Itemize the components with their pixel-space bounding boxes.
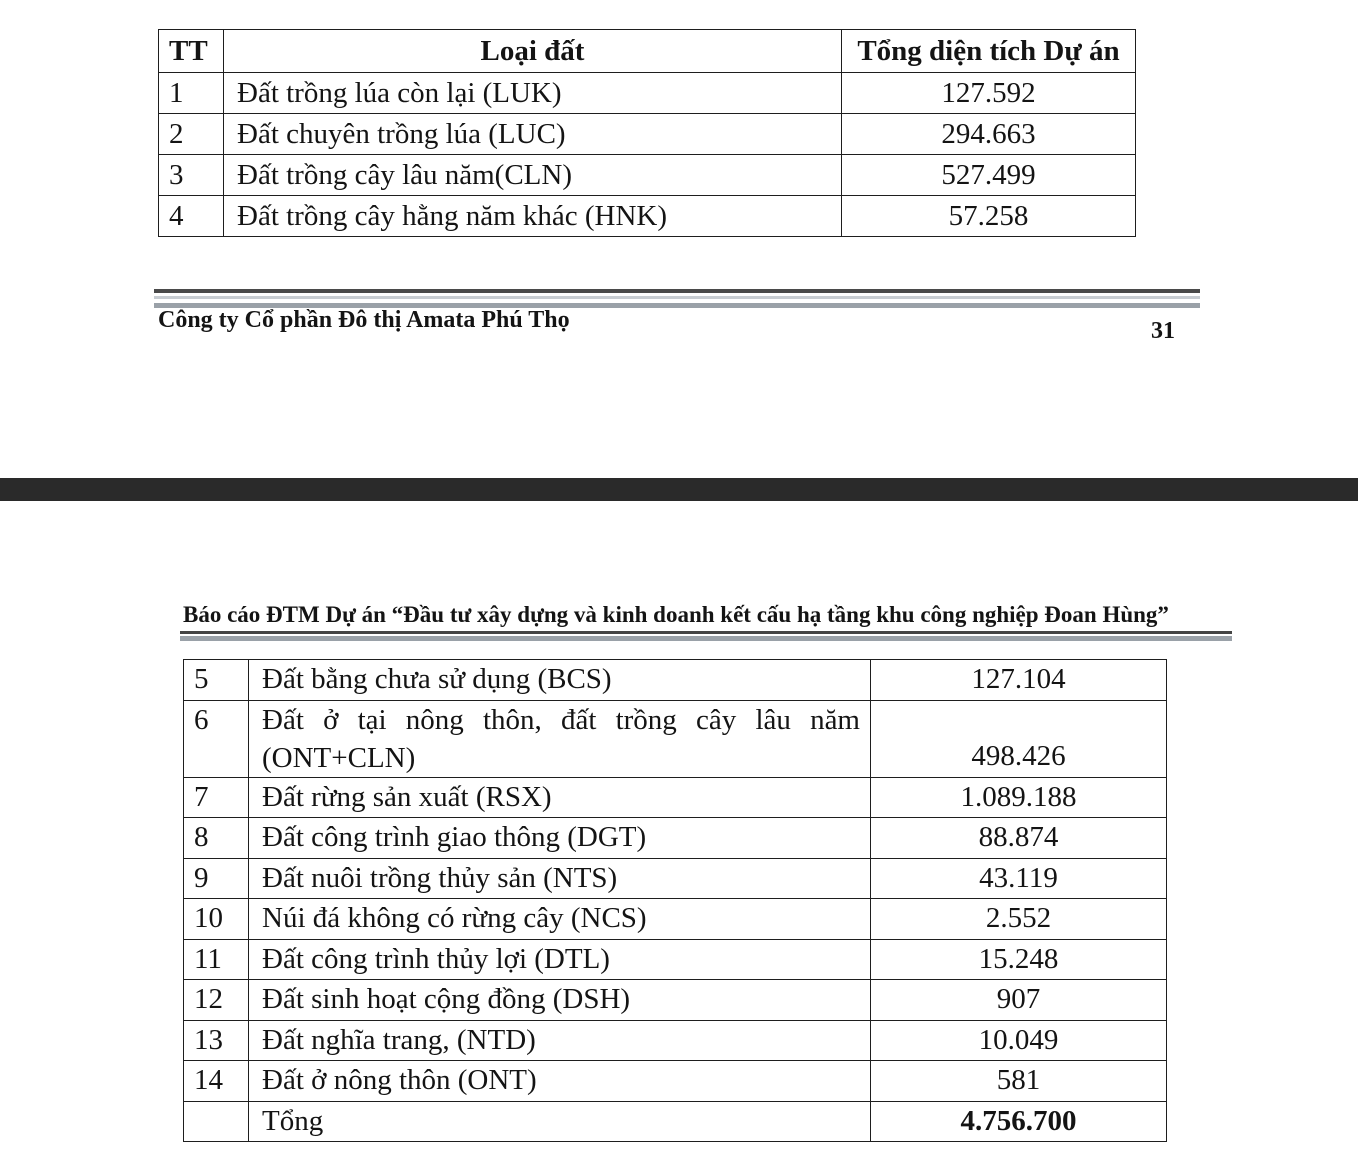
row-tt: 1 [159,73,224,114]
table-row [159,114,1136,155]
row-area: 527.499 [842,155,1136,196]
header-total-area: Tổng diện tích Dự án [842,30,1136,73]
table-row [159,196,1136,237]
header-rule [180,631,1232,634]
report-header-title: Báo cáo ĐTM Dự án “Đầu tư xây dựng và kinh doanh kết cấu hạ tầng khu công nghiệp Đoan Hùng” [183,602,1169,627]
row-area: 15.248 [871,939,1167,980]
table-header-row [159,30,1136,73]
table-row [184,700,1167,777]
header-tt: TT [159,30,224,73]
row-tt: 10 [184,899,249,940]
row-tt: 4 [159,196,224,237]
header-land-type: Loại đất [224,30,842,73]
row-tt: 11 [184,939,249,980]
row-tt: 9 [184,858,249,899]
row-tt: 5 [184,660,249,701]
row-land-type: Đất trồng cây lâu năm(CLN) [224,155,842,196]
row-land-type-line2: (ONT+CLN) [262,741,416,774]
table-row [184,980,1167,1021]
row-area: 2.552 [871,899,1167,940]
row-area: 127.104 [871,660,1167,701]
row-tt: 8 [184,818,249,859]
row-area: 127.592 [842,73,1136,114]
row-area: 88.874 [871,818,1167,859]
row-land-type [249,700,871,777]
row-area: 10.049 [871,1020,1167,1061]
total-area: 4.756.700 [871,1101,1167,1142]
row-land-type: Đất chuyên trồng lúa (LUC) [224,114,842,155]
total-tt-empty [184,1101,249,1142]
land-use-table-part1 [158,29,1136,237]
row-land-type: Đất công trình thủy lợi (DTL) [249,939,871,980]
row-land-type: Đất trồng cây hằng năm khác (HNK) [224,196,842,237]
table-row [184,660,1167,701]
row-land-type: Đất trồng lúa còn lại (LUK) [224,73,842,114]
table-total-row [184,1101,1167,1142]
table-row [184,939,1167,980]
row-area: 907 [871,980,1167,1021]
row-area: 498.426 [871,700,1167,777]
table-row [184,1061,1167,1102]
row-land-type: Đất sinh hoạt cộng đồng (DSH) [249,980,871,1021]
table-row [184,777,1167,818]
row-tt: 6 [184,700,249,777]
footer-rule [154,289,1200,293]
row-tt: 12 [184,980,249,1021]
row-tt: 3 [159,155,224,196]
table-row [159,73,1136,114]
header-rule-shadow [180,636,1232,641]
row-area: 294.663 [842,114,1136,155]
row-area: 581 [871,1061,1167,1102]
table-row [184,818,1167,859]
table-row [184,899,1167,940]
row-land-type: Đất nuôi trồng thủy sản (NTS) [249,858,871,899]
row-land-type: Đất công trình giao thông (DGT) [249,818,871,859]
footer-company-name: Công ty Cổ phần Đô thị Amata Phú Thọ [158,307,570,333]
row-tt: 7 [184,777,249,818]
table-row [184,1020,1167,1061]
table-row [159,155,1136,196]
row-area: 1.089.188 [871,777,1167,818]
row-land-type: Đất ở nông thôn (ONT) [249,1061,871,1102]
row-land-type: Núi đá không có rừng cây (NCS) [249,899,871,940]
row-land-type: Đất bằng chưa sử dụng (BCS) [249,660,871,701]
table-row [184,858,1167,899]
row-tt: 2 [159,114,224,155]
row-land-type-line1: Đất ở tại nông thôn, đất trồng cây lâu năm [262,703,860,736]
total-label: Tổng [249,1101,871,1142]
footer-page-number: 31 [1151,318,1175,344]
row-land-type: Đất nghĩa trang, (NTD) [249,1020,871,1061]
row-area: 43.119 [871,858,1167,899]
row-tt: 14 [184,1061,249,1102]
row-area: 57.258 [842,196,1136,237]
row-land-type: Đất rừng sản xuất (RSX) [249,777,871,818]
page-separator [0,478,1358,501]
row-tt: 13 [184,1020,249,1061]
land-use-table-part2 [183,659,1167,1142]
